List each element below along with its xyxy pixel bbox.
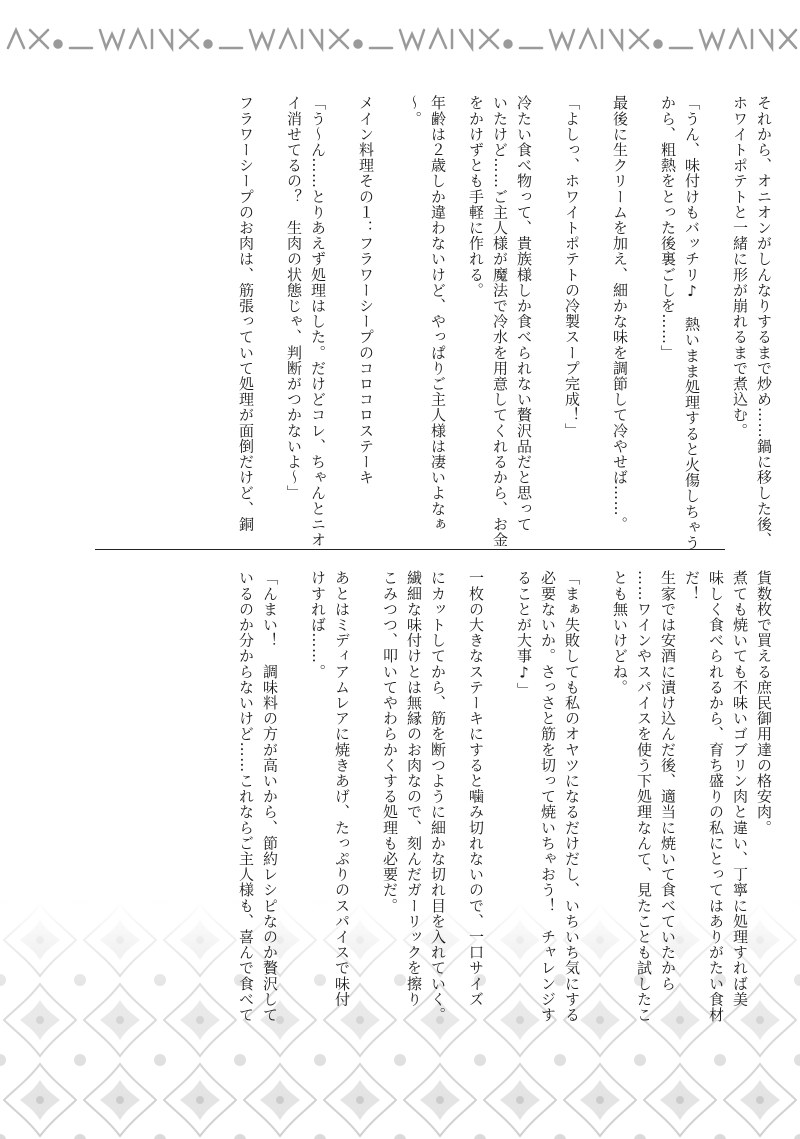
text-column: 繊細な味付けとは無縁のお肉なので、刻んだガーリックを擦り (405, 570, 423, 1007)
text-column: メイン料理その１：フラワーシープのコロコロステーキ (357, 95, 375, 485)
text-column: フラワーシープのお肉は、筋張っていて処理が面倒だけど、銅 (237, 95, 255, 532)
text-column: ～。 (405, 95, 423, 127)
text-column: 煮ても焼いても不味いゴブリン肉と違い、丁寧に処理すれば美 (731, 570, 749, 1007)
text-column: 最後に生クリームを加え、細かな味を調節して冷やせば……。 (611, 95, 629, 532)
text-column: 味しく食べられるから、育ち盛りの私にとってはありがたい食材 (707, 570, 725, 1023)
text-column: 「う～ん……とりあえず処理はした。だけどコレ、ちゃんとニオ (309, 95, 327, 548)
text-column: 「まぁ失敗しても私のオヤツになるだけだし、いちいち気にする (563, 570, 581, 1023)
text-column: 冷たい食べ物って、貴族様しか食べられない贅沢品だと思って (515, 95, 533, 532)
text-column: あとはミディアムレアに焼きあげ、たっぷりのスパイスで味付 (333, 570, 351, 1007)
text-column: こみつつ、叩いてやわらかくする処理も必要だ。 (381, 570, 399, 914)
text-column: にカットしてから、筋を断つように細かな切れ目を入れていく。 (429, 570, 447, 1023)
text-column: 「うん、味付けもバッチリ♪ 熱いまま処理すると火傷しちゃう (683, 95, 701, 551)
text-column: 貨数枚で買える庶民御用達の格安肉。 (755, 570, 773, 836)
text-column: をかけずとも手軽に作れる。 (467, 95, 485, 298)
section-divider (95, 549, 725, 550)
text-column: 「よしっ、ホワイトポテトの冷製スープ完成！」 (563, 95, 581, 439)
header-ornament-band (0, 0, 800, 70)
text-column: 「んまい！ 調味料の方が高いから、節約レシピなのか贅沢して (261, 570, 279, 1023)
text-column: 年齢は２歳しか違わないけど、やっぱりご主人様は凄いよなぁ (429, 95, 447, 532)
text-column: ることが大事♪」 (515, 570, 533, 698)
text-column: 必要ないか。さっさと筋を切って焼いちゃおう！ チャレンジす (539, 570, 557, 1023)
text-column: だ！ (683, 570, 701, 602)
text-column: けすれば……。 (309, 570, 327, 680)
text-column: ホワイトポテトと一緒に形が崩れるまで煮込む。 (731, 95, 749, 439)
text-column: いるのか分からないけど……これならご主人様も、喜んで食べて (237, 570, 255, 1023)
text-column: から、粗熱をとった後裏ごしを……」 (659, 95, 677, 361)
damask-background-pattern (0, 900, 800, 1139)
text-column: 生家では安酒に漬け込んだ後、適当に焼いて食べていたから (659, 570, 677, 992)
text-column: いたけど……ご主人様が魔法で冷水を用意してくれるから、お金 (491, 95, 509, 548)
text-column: とも無いけどね。 (611, 570, 629, 695)
text-column: 一枚の大きなステーキにすると噛み切れないので、一口サイズ (467, 570, 485, 1007)
text-column: イ消せてるの？ 生肉の状態じゃ、判断がつかないよ～」 (285, 95, 303, 501)
text-column: ……ワインやスパイスを使う下処理なんて、見たことも試したこ (635, 570, 653, 1023)
text-column: それから、オニオンがしんなりするまで炒め……鍋に移した後、 (755, 95, 773, 548)
